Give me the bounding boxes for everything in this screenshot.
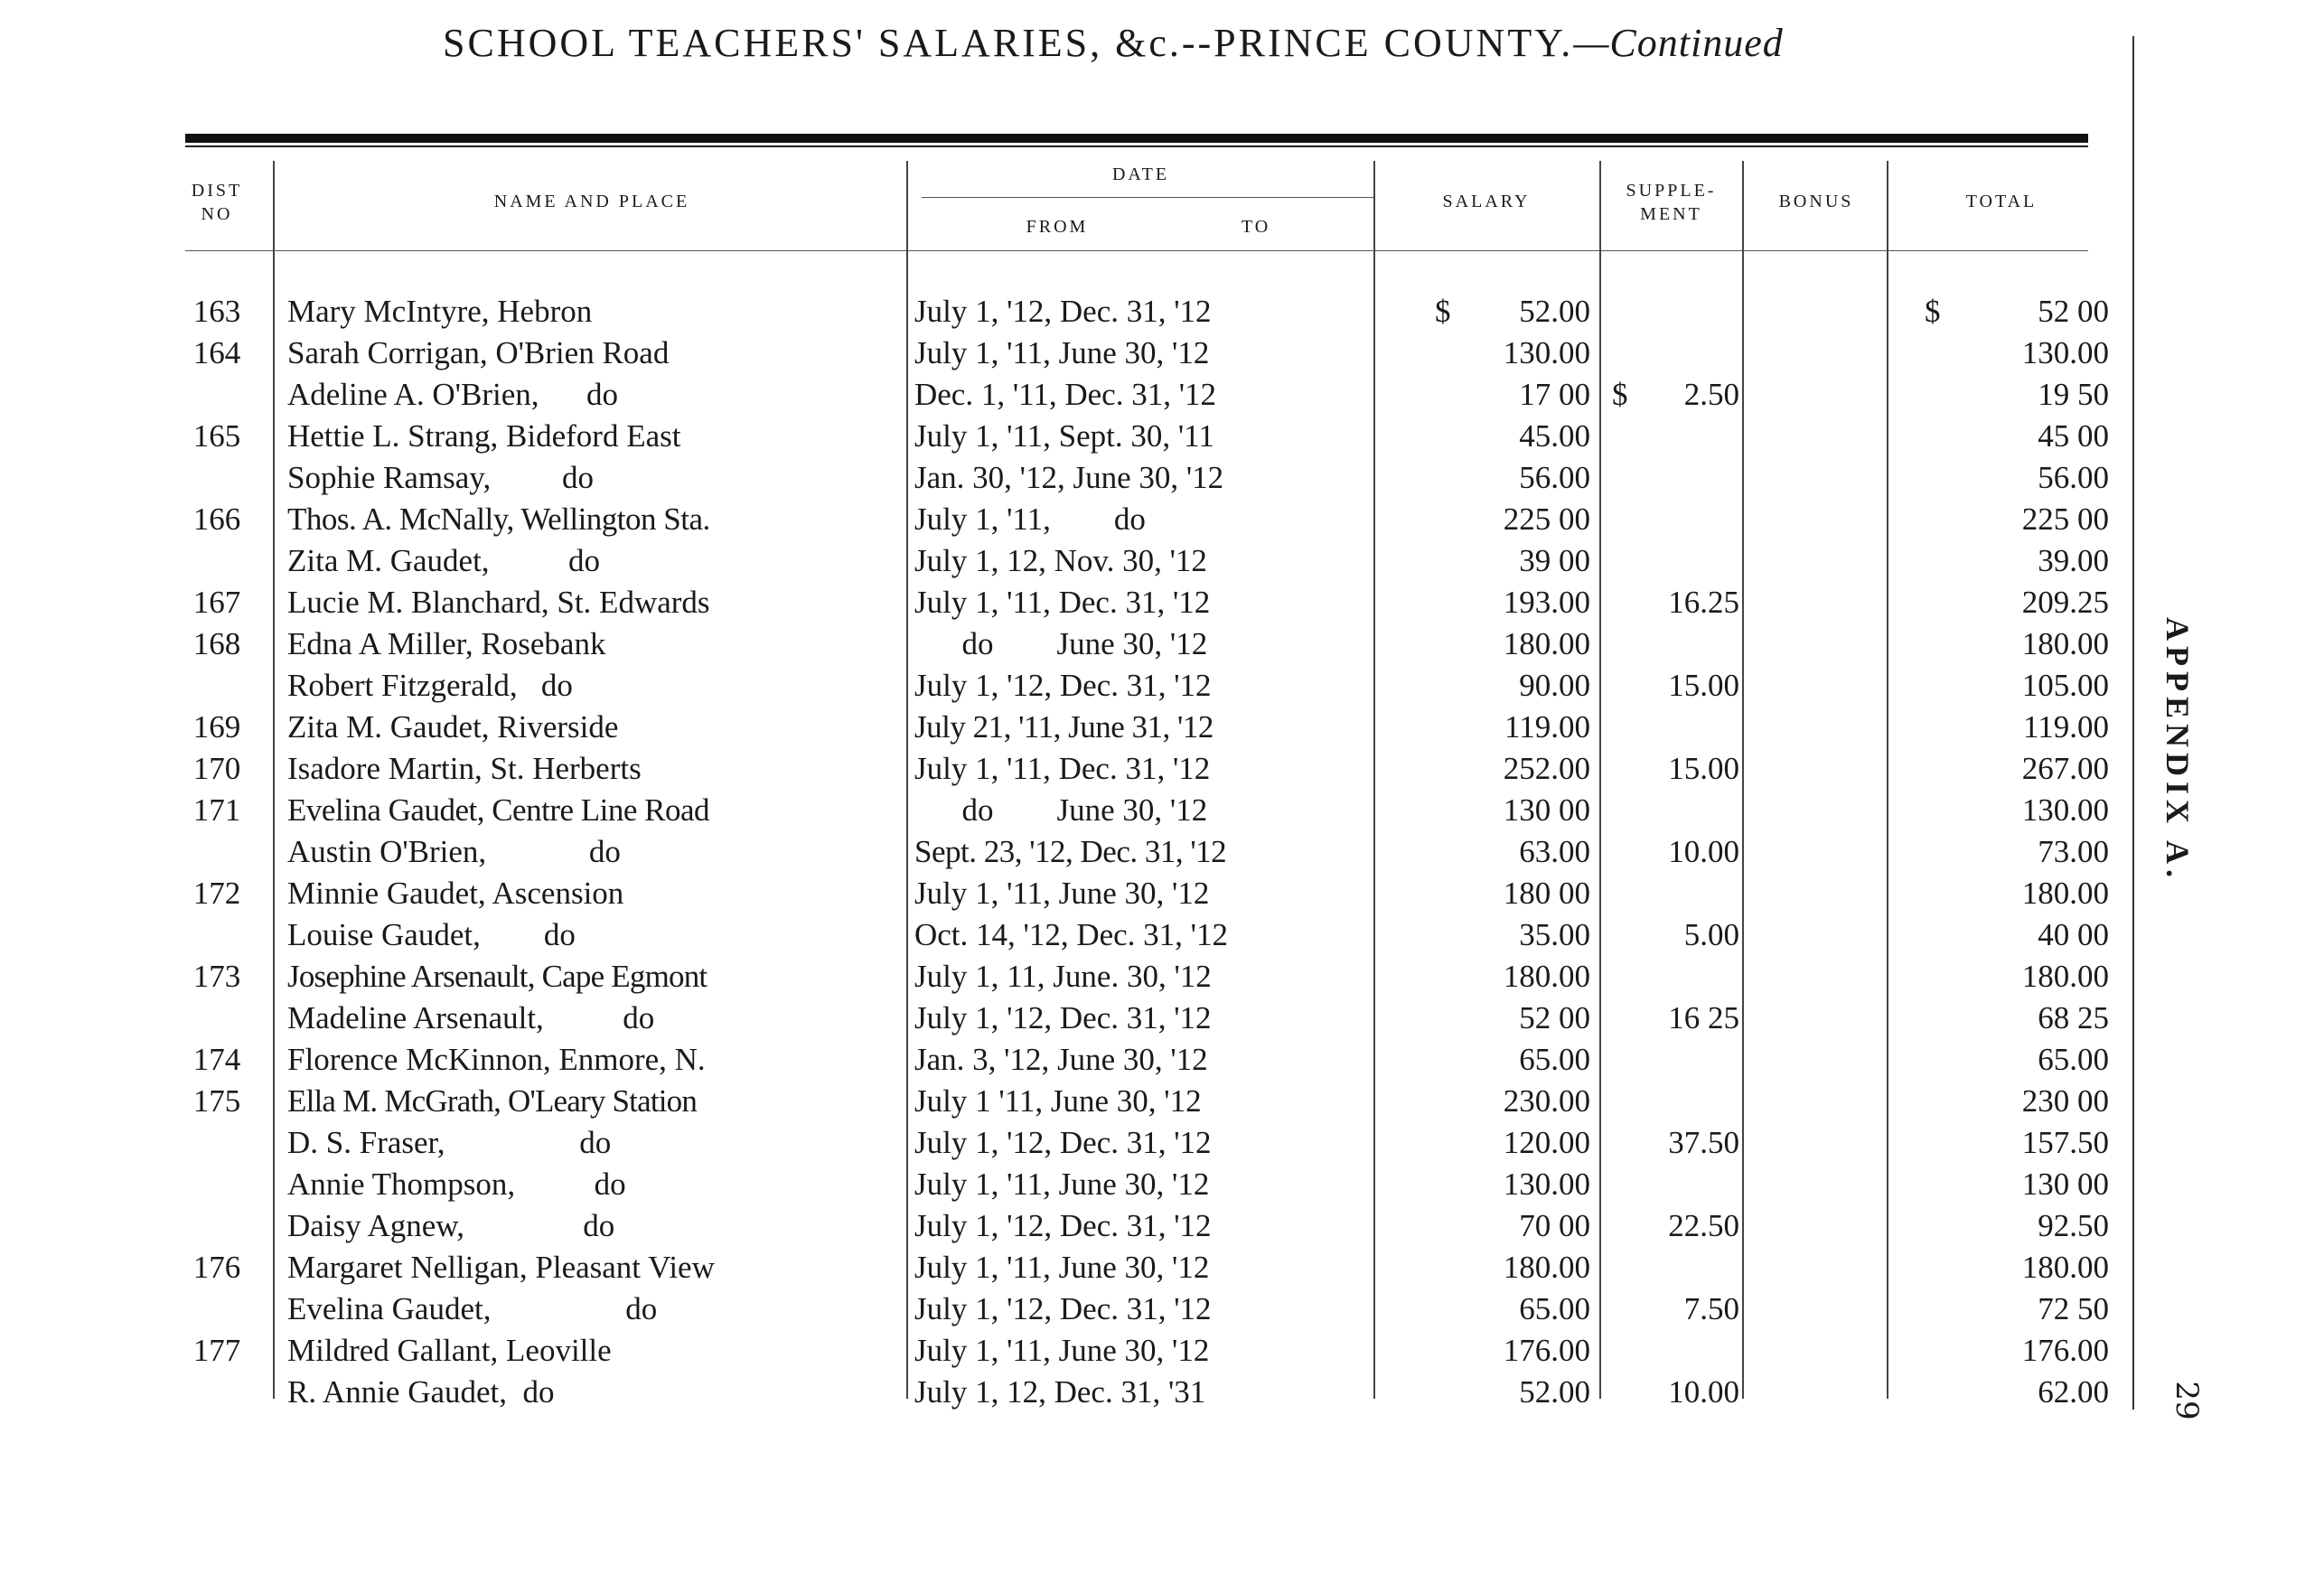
dist-no: 176 bbox=[192, 1250, 241, 1285]
total: 19 50 bbox=[2038, 377, 2109, 412]
header-date: DATE bbox=[1111, 164, 1170, 184]
name-and-place: Minnie Gaudet, Ascension bbox=[287, 876, 624, 911]
dist-no: 175 bbox=[192, 1083, 241, 1119]
salary: 130.00 bbox=[1503, 335, 1590, 370]
total: 267.00 bbox=[2021, 751, 2109, 786]
table-row bbox=[0, 1372, 2132, 1413]
date-range: July 1, '11, June 30, '12 bbox=[914, 876, 1210, 911]
total: 225 00 bbox=[2021, 501, 2109, 537]
salary: 180.00 bbox=[1503, 626, 1590, 661]
page-title bbox=[443, 20, 1784, 66]
supplement: 10.00 bbox=[1668, 1374, 1739, 1410]
salary: 230.00 bbox=[1503, 1083, 1590, 1119]
date-range: July 1, 12, Nov. 30, '12 bbox=[914, 543, 1207, 578]
page-number-box bbox=[2169, 1373, 2205, 1428]
page-title-main: SCHOOL TEACHERS' SALARIES, &c.--PRINCE COUNTY. bbox=[443, 21, 1574, 65]
table-row bbox=[0, 998, 2132, 1039]
table-row bbox=[0, 1164, 2132, 1205]
total: 180.00 bbox=[2021, 626, 2109, 661]
table-row bbox=[0, 873, 2132, 914]
date-range: July 1, '11, June 30, '12 bbox=[914, 1250, 1210, 1285]
total: 65.00 bbox=[2038, 1042, 2109, 1077]
salary: 70 00 bbox=[1519, 1208, 1590, 1243]
supplement-dollar-sign: $ bbox=[1612, 377, 1628, 412]
supplement: 37.50 bbox=[1668, 1125, 1739, 1160]
salary: 120.00 bbox=[1503, 1125, 1590, 1160]
header-supplement: SUPPLE- MENT bbox=[1626, 181, 1717, 224]
salary: 56.00 bbox=[1519, 460, 1590, 495]
salary: 180.00 bbox=[1503, 1250, 1590, 1285]
dist-no: 168 bbox=[192, 626, 241, 661]
table-row bbox=[0, 623, 2132, 665]
dist-no: 174 bbox=[192, 1042, 241, 1077]
table-row bbox=[0, 1330, 2132, 1372]
salary: 17 00 bbox=[1519, 377, 1590, 412]
supplement: 22.50 bbox=[1668, 1208, 1739, 1243]
salary: 252.00 bbox=[1503, 751, 1590, 786]
date-range: July 1, '12, Dec. 31, '12 bbox=[914, 1291, 1212, 1326]
total: 130 00 bbox=[2021, 1166, 2109, 1202]
name-and-place: Hettie L. Strang, Bideford East bbox=[287, 418, 681, 454]
date-range: Jan. 3, '12, June 30, '12 bbox=[914, 1042, 1208, 1077]
date-range: July 1 '11, June 30, '12 bbox=[914, 1083, 1202, 1119]
header-to: TO bbox=[1241, 217, 1271, 237]
header-bonus: BONUS bbox=[1778, 192, 1854, 211]
dist-no: 169 bbox=[192, 709, 241, 745]
total: 180.00 bbox=[2021, 1250, 2109, 1285]
table-row bbox=[0, 416, 2132, 457]
thin-top-rule bbox=[185, 145, 2088, 147]
table-row bbox=[0, 1122, 2132, 1164]
side-label bbox=[2132, 614, 2223, 885]
date-range: July 1, '11, June 30, '12 bbox=[914, 335, 1210, 370]
name-and-place: Zita M. Gaudet, Riverside bbox=[287, 709, 619, 745]
total: 130.00 bbox=[2021, 335, 2109, 370]
date-range: Sept. 23, '12, Dec. 31, '12 bbox=[914, 834, 1227, 869]
table-row bbox=[0, 665, 2132, 707]
supplement: 15.00 bbox=[1668, 668, 1739, 703]
header-date-rule bbox=[922, 197, 1373, 198]
table-row bbox=[0, 333, 2132, 374]
total: 56.00 bbox=[2038, 460, 2109, 495]
table-row bbox=[0, 540, 2132, 582]
salary: 52.00 bbox=[1519, 294, 1590, 329]
total: 92.50 bbox=[2038, 1208, 2109, 1243]
date-range: July 1, '11, do bbox=[914, 501, 1146, 537]
salary: 52 00 bbox=[1519, 1000, 1590, 1035]
supplement: 7.50 bbox=[1683, 1291, 1739, 1326]
date-range: July 1, '12, Dec. 31, '12 bbox=[914, 294, 1212, 329]
date-range: July 1, '12, Dec. 31, '12 bbox=[914, 1000, 1212, 1035]
total: 176.00 bbox=[2021, 1333, 2109, 1368]
dist-no: 166 bbox=[192, 501, 241, 537]
name-and-place: Margaret Nelligan, Pleasant View bbox=[287, 1250, 715, 1285]
total: 62.00 bbox=[2038, 1374, 2109, 1410]
salary: 39 00 bbox=[1519, 543, 1590, 578]
name-and-place: Thos. A. McNally, Wellington Sta. bbox=[287, 501, 710, 537]
name-and-place: Mary McIntyre, Hebron bbox=[287, 294, 593, 329]
name-and-place: Evelina Gaudet, Centre Line Road bbox=[287, 792, 710, 828]
salary: 180.00 bbox=[1503, 959, 1590, 994]
salary: 130 00 bbox=[1503, 792, 1590, 828]
table-row bbox=[0, 956, 2132, 998]
date-range: July 21, '11, June 31, '12 bbox=[914, 709, 1214, 745]
salary: 65.00 bbox=[1519, 1042, 1590, 1077]
salary: 130.00 bbox=[1503, 1166, 1590, 1202]
date-range: do June 30, '12 bbox=[914, 626, 1208, 661]
name-and-place: Edna A Miller, Rosebank bbox=[287, 626, 606, 661]
page-number: 29 bbox=[2169, 1381, 2205, 1420]
table-row bbox=[0, 1288, 2132, 1330]
appendix-label: APPENDIX A. bbox=[2160, 616, 2196, 884]
name-and-place: R. Annie Gaudet, do bbox=[287, 1374, 555, 1410]
header-name: NAME AND PLACE bbox=[493, 192, 690, 211]
supplement: 16.25 bbox=[1668, 585, 1739, 620]
dist-no: 172 bbox=[192, 876, 241, 911]
dist-no: 173 bbox=[192, 959, 241, 994]
name-and-place: Daisy Agnew, do bbox=[287, 1208, 615, 1243]
dist-no: 163 bbox=[192, 294, 241, 329]
salary: 119.00 bbox=[1504, 709, 1590, 745]
total: 209.25 bbox=[2021, 585, 2109, 620]
table-row bbox=[0, 790, 2132, 831]
name-and-place: Adeline A. O'Brien, do bbox=[287, 377, 618, 412]
name-and-place: Lucie M. Blanchard, St. Edwards bbox=[287, 585, 710, 620]
date-range: July 1, '11, Sept. 30, '11 bbox=[914, 418, 1214, 454]
header-salary: SALARY bbox=[1442, 192, 1531, 211]
header-total: TOTAL bbox=[1965, 192, 2038, 211]
salary: 63.00 bbox=[1519, 834, 1590, 869]
table-row bbox=[0, 1081, 2132, 1122]
total: 40 00 bbox=[2038, 917, 2109, 952]
salary: 225 00 bbox=[1503, 501, 1590, 537]
name-and-place: Sophie Ramsay, do bbox=[287, 460, 594, 495]
table-row bbox=[0, 748, 2132, 790]
name-and-place: Zita M. Gaudet, do bbox=[287, 543, 601, 578]
salary-dollar-sign: $ bbox=[1435, 294, 1451, 329]
total: 180.00 bbox=[2021, 959, 2109, 994]
date-range: Jan. 30, '12, June 30, '12 bbox=[914, 460, 1224, 495]
total: 157.50 bbox=[2021, 1125, 2109, 1160]
name-and-place: Austin O'Brien, do bbox=[287, 834, 621, 869]
supplement: 10.00 bbox=[1668, 834, 1739, 869]
total: 180.00 bbox=[2021, 876, 2109, 911]
date-range: July 1, '12, Dec. 31, '12 bbox=[914, 1208, 1212, 1243]
name-and-place: Florence McKinnon, Enmore, N. bbox=[287, 1042, 706, 1077]
dist-no: 165 bbox=[192, 418, 241, 454]
dist-no: 170 bbox=[192, 751, 241, 786]
page-title-continued: —Continued bbox=[1573, 21, 1784, 65]
table-row bbox=[0, 831, 2132, 873]
name-and-place: Annie Thompson, do bbox=[287, 1166, 626, 1202]
table-row bbox=[0, 291, 2132, 333]
total: 72 50 bbox=[2038, 1291, 2109, 1326]
supplement: 5.00 bbox=[1683, 917, 1739, 952]
name-and-place: Evelina Gaudet, do bbox=[287, 1291, 658, 1326]
salary: 180 00 bbox=[1503, 876, 1590, 911]
table-row bbox=[0, 457, 2132, 499]
name-and-place: Sarah Corrigan, O'Brien Road bbox=[287, 335, 670, 370]
table-row bbox=[0, 1205, 2132, 1247]
table-row bbox=[0, 499, 2132, 540]
salary: 35.00 bbox=[1519, 917, 1590, 952]
total-dollar-sign: $ bbox=[1925, 294, 1941, 329]
total: 68 25 bbox=[2038, 1000, 2109, 1035]
salary: 65.00 bbox=[1519, 1291, 1590, 1326]
date-range: July 1, 11, June. 30, '12 bbox=[914, 959, 1212, 994]
supplement: 2.50 bbox=[1683, 377, 1739, 412]
name-and-place: Louise Gaudet, do bbox=[287, 917, 576, 952]
salary: 193.00 bbox=[1503, 585, 1590, 620]
date-range: Dec. 1, '11, Dec. 31, '12 bbox=[914, 377, 1217, 412]
total: 105.00 bbox=[2021, 668, 2109, 703]
supplement: 16 25 bbox=[1668, 1000, 1739, 1035]
table-row bbox=[0, 374, 2132, 416]
dist-no: 177 bbox=[192, 1333, 241, 1368]
table-row bbox=[0, 914, 2132, 956]
header-bottom-rule bbox=[185, 250, 2088, 251]
total: 130.00 bbox=[2021, 792, 2109, 828]
name-and-place: Isadore Martin, St. Herberts bbox=[287, 751, 642, 786]
date-range: July 1, '11, Dec. 31, '12 bbox=[914, 751, 1211, 786]
dist-no: 167 bbox=[192, 585, 241, 620]
date-range: July 1, '12, Dec. 31, '12 bbox=[914, 668, 1212, 703]
date-range: July 1, 12, Dec. 31, '31 bbox=[914, 1374, 1206, 1410]
total: 52 00 bbox=[2038, 294, 2109, 329]
date-range: Oct. 14, '12, Dec. 31, '12 bbox=[914, 917, 1228, 952]
name-and-place: Josephine Arsenault, Cape Egmont bbox=[287, 959, 708, 994]
total: 230 00 bbox=[2021, 1083, 2109, 1119]
name-and-place: Ella M. McGrath, O'Leary Station bbox=[287, 1083, 698, 1119]
dist-no: 164 bbox=[192, 335, 241, 370]
salary: 52.00 bbox=[1519, 1374, 1590, 1410]
dist-no: 171 bbox=[192, 792, 241, 828]
date-range: do June 30, '12 bbox=[914, 792, 1208, 828]
salary: 45.00 bbox=[1519, 418, 1590, 454]
name-and-place: D. S. Fraser, do bbox=[287, 1125, 612, 1160]
total: 73.00 bbox=[2038, 834, 2109, 869]
name-and-place: Robert Fitzgerald, do bbox=[287, 668, 573, 703]
date-range: July 1, '11, Dec. 31, '12 bbox=[914, 585, 1211, 620]
date-range: July 1, '12, Dec. 31, '12 bbox=[914, 1125, 1212, 1160]
table-row bbox=[0, 707, 2132, 748]
table-row bbox=[0, 1039, 2132, 1081]
salary: 176.00 bbox=[1503, 1333, 1590, 1368]
name-and-place: Mildred Gallant, Leoville bbox=[287, 1333, 612, 1368]
date-range: July 1, '11, June 30, '12 bbox=[914, 1333, 1210, 1368]
supplement: 15.00 bbox=[1668, 751, 1739, 786]
heavy-top-rule bbox=[185, 134, 2088, 143]
table-row bbox=[0, 1247, 2132, 1288]
header-dist: DIST NO bbox=[191, 181, 243, 224]
total: 45 00 bbox=[2038, 418, 2109, 454]
name-and-place: Madeline Arsenault, do bbox=[287, 1000, 655, 1035]
header-from: FROM bbox=[1026, 217, 1089, 237]
total: 39.00 bbox=[2038, 543, 2109, 578]
table-row bbox=[0, 582, 2132, 623]
salary: 90.00 bbox=[1519, 668, 1590, 703]
date-range: July 1, '11, June 30, '12 bbox=[914, 1166, 1210, 1202]
total: 119.00 bbox=[2023, 709, 2109, 745]
